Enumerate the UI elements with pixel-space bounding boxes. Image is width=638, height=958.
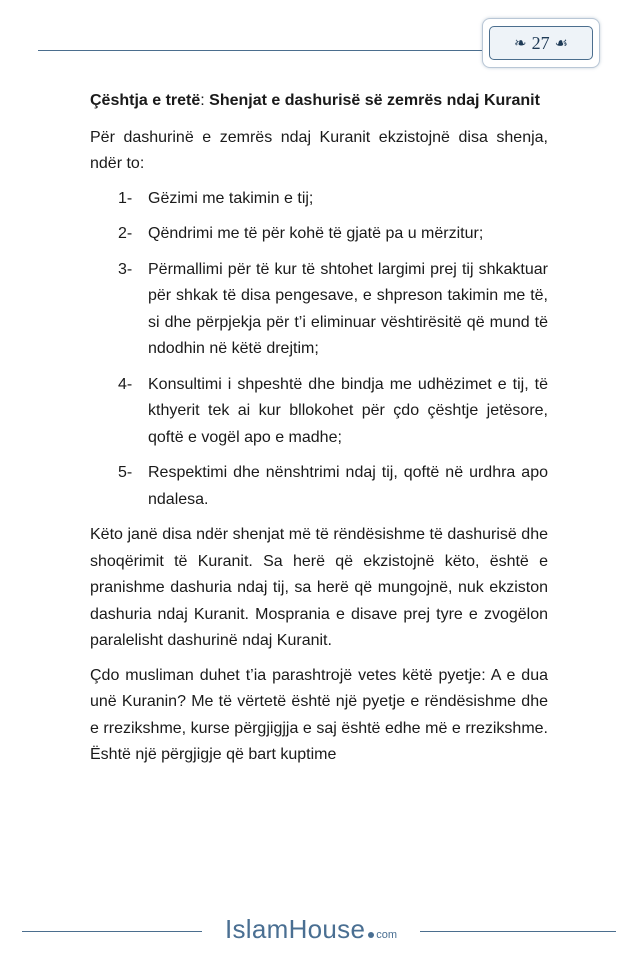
footer-rule-left	[22, 931, 202, 932]
logo-suffix: com	[376, 929, 398, 941]
page-number-badge	[482, 18, 600, 68]
list-item-number: 1-	[118, 189, 133, 207]
list-item	[90, 221, 548, 248]
list-item-text: Gëzimi me takimin e tij;	[148, 189, 314, 207]
list-item-text: Konsultimi i shpeshtë dhe bindja me udhëzimet e tij, të kthyerit tek ai kur bllokohet për çdo çështje jetësore, qoftë e vogël apo e madhe;	[148, 375, 548, 446]
logo-dot-icon	[368, 932, 374, 938]
page-content	[90, 88, 548, 777]
footer-rule-right	[420, 931, 616, 932]
list-item-number: 5-	[118, 464, 133, 481]
heading-colon: :	[200, 92, 205, 109]
list-item-text: Përmallimi për të kur të shtohet largimi prej tij shkaktuar për shkak të disa pengesave, e shpreson takimin me të, si dhe përpjekja për t’i eliminuar vështirësitë që mund të ndodhin në këtë drejtim;	[148, 260, 548, 357]
list-item-text: Qëndrimi me të për kohë të gjatë pa u mërzitur;	[148, 225, 484, 242]
list-item-number: 2-	[118, 225, 133, 242]
page-number-frame	[489, 26, 593, 60]
list-item	[90, 186, 548, 213]
list-item-number: 3-	[118, 260, 133, 278]
list-item	[90, 372, 548, 452]
heading-lead: Çështja e tretë	[90, 92, 201, 109]
page-number: 27	[531, 32, 550, 53]
section-heading	[90, 88, 548, 115]
list-item	[90, 460, 548, 513]
list-item-text: Respektimi dhe nënshtrimi ndaj tij, qoftë në urdhra apo ndalesa.	[148, 464, 548, 508]
intro-paragraph: Për dashurinë e zemrës ndaj Kuranit ekzistojnë disa shenja, ndër to:	[90, 128, 548, 172]
list-item-number: 4-	[118, 375, 133, 393]
heading-title: Shenjat e dashurisë së zemrës ndaj Kuranit	[204, 92, 540, 109]
ornament-left-icon: ❧	[513, 35, 527, 52]
list-item	[90, 257, 548, 363]
footer-logo	[206, 914, 416, 946]
body-paragraph-1: Këto janë disa ndër shenjat më të rëndësishme të dashurisë dhe shoqërimit të Kuranit. Sa herë që ekzistojnë këto, është e pranishme dashuria ndaj tij, sa herë që mungojnë, nuk ekziston dashuria ndaj Kuranit. Mosprania e disave prej tyre e zvogëlon paralelisht dashurinë ndaj Kuranit.	[90, 526, 548, 649]
ornament-right-icon: ☙	[554, 35, 569, 52]
signs-list	[90, 186, 548, 514]
logo-wordmark: IslamHouse	[224, 914, 366, 944]
body-paragraph-2: Çdo musliman duhet t’ia parashtrojë vetes këtë pyetje: A e dua unë Kuranin? Me të vërtetë është një pyetje e rëndësishme dhe e rrezikshme, kurse përgjigjja e saj është edhe më e rrezikshme. Është një përgjigje që bart kuptime	[90, 666, 548, 763]
